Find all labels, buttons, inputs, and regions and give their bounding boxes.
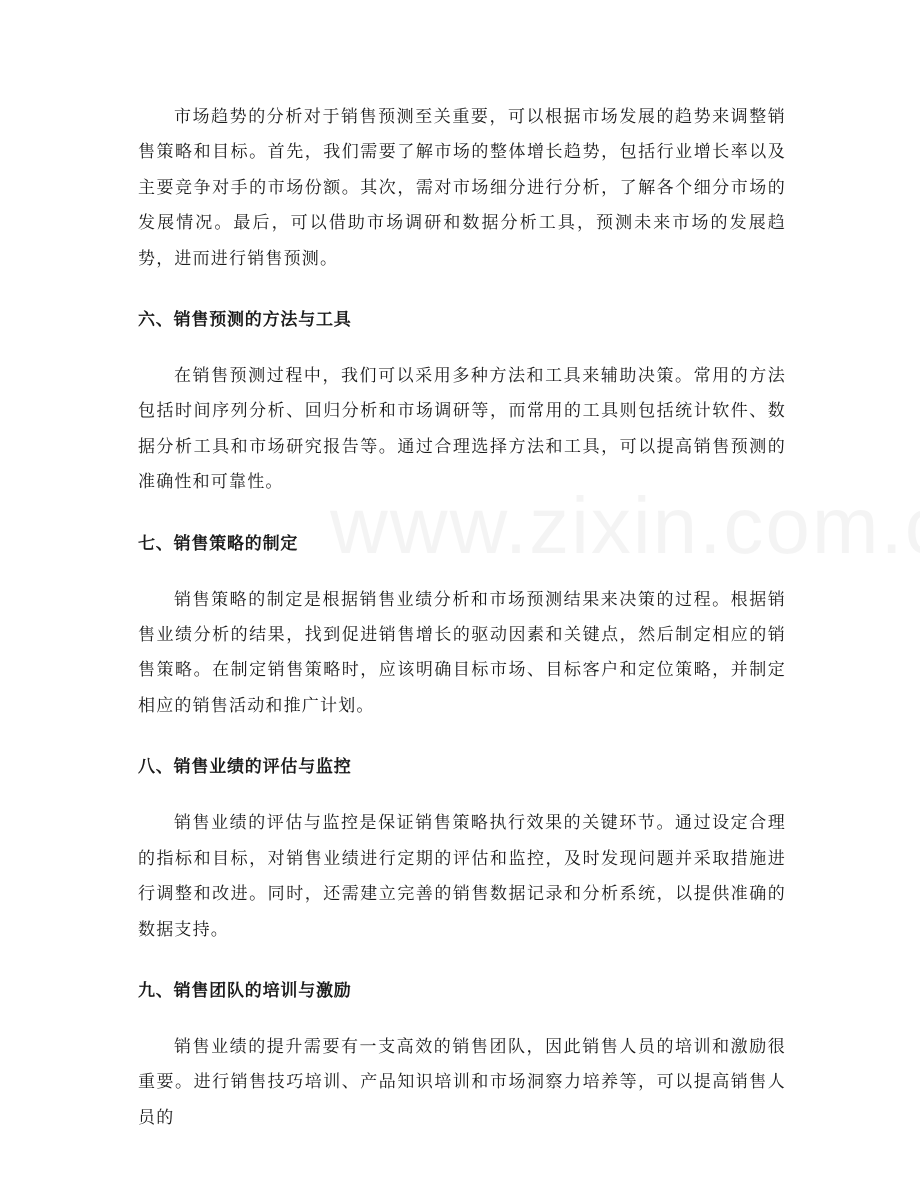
section-heading-8: 八、销售业绩的评估与监控 (138, 757, 352, 778)
section-heading-7: 七、销售策略的制定 (138, 533, 299, 554)
section-heading-6: 六、销售预测的方法与工具 (138, 310, 352, 331)
section-body-9: 销售业绩的提升需要有一支高效的销售团队，因此销售人员的培训和激励很重要。进行销售技巧培训、产品知识培训和市场洞察力培养等，可以提高销售人员的 (138, 1036, 786, 1128)
section-heading-9: 九、销售团队的培训与激励 (138, 980, 352, 1001)
document-body (138, 100, 786, 1136)
section-body-8: 销售业绩的评估与监控是保证销售策略执行效果的关键环节。通过设定合理的指标和目标，对销售业绩进行定期的评估和监控，及时发现问题并采取措施进行调整和改进。同时，还需建立完善的销售数据记录和分析系统，以提供准确的数据支持。 (138, 813, 786, 940)
section-body-6: 在销售预测过程中，我们可以采用多种方法和工具来辅助决策。常用的方法包括时间序列分析、回归分析和市场调研等，而常用的工具则包括统计软件、数据分析工具和市场研究报告等。通过合理选择方法和工具，可以提高销售预测的准确性和可靠性。 (138, 366, 786, 493)
section-body-7: 销售策略的制定是根据销售业绩分析和市场预测结果来决策的过程。根据销售业绩分析的结果，找到促进销售增长的驱动因素和关键点，然后制定相应的销售策略。在制定销售策略时，应该明确目标市场、目标客户和定位策略，并制定相应的销售活动和推广计划。 (138, 589, 786, 716)
intro-paragraph: 市场趋势的分析对于销售预测至关重要，可以根据市场发展的趋势来调整销售策略和目标。首先，我们需要了解市场的整体增长趋势，包括行业增长率以及主要竞争对手的市场份额。其次，需对市场细分进行分析，了解各个细分市场的发展情况。最后，可以借助市场调研和数据分析工具，预测未来市场的发展趋势，进而进行销售预测。 (138, 107, 786, 269)
